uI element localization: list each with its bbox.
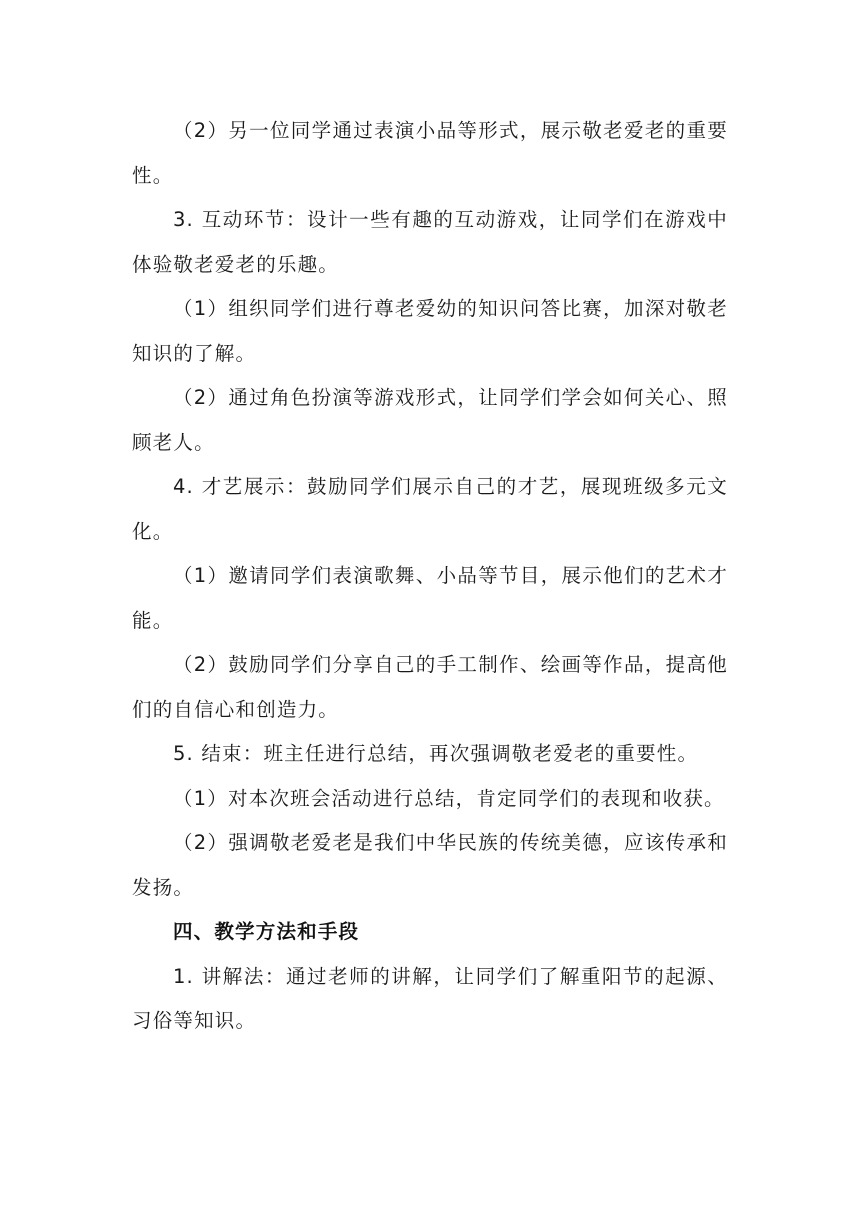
- paragraph-summary-item-1: （1）对本次班会活动进行总结，肯定同学们的表现和收获。: [172, 786, 725, 810]
- paragraph-quiz-item-1: （1）组织同学们进行尊老爱幼的知识问答比赛，加深对敬老知识的了解。: [132, 297, 728, 365]
- paragraph-ending-section: 5. 结束：班主任进行总结，再次强调敬老爱老的重要性。: [172, 742, 699, 765]
- paragraph-virtue-item-2: （2）强调敬老爱老是我们中华民族的传统美德，应该传承和发扬。: [132, 831, 728, 899]
- paragraph-handcraft-item-2: （2）鼓励同学们分享自己的手工制作、绘画等作品，提高他们的自信心和创造力。: [132, 653, 728, 721]
- section-heading-teaching-methods: 四、教学方法和手段: [172, 920, 360, 943]
- paragraph-interaction-section: 3. 互动环节：设计一些有趣的互动游戏，让同学们在游戏中体验敬老爱老的乐趣。: [132, 208, 728, 276]
- paragraph-lecture-method: 1. 讲解法：通过老师的讲解，让同学们了解重阳节的起源、习俗等知识。: [132, 964, 728, 1032]
- paragraph-roleplay-item-2: （2）通过角色扮演等游戏形式，让同学们学会如何关心、照顾老人。: [132, 386, 728, 454]
- paragraph-performance-item-1: （1）邀请同学们表演歌舞、小品等节目，展示他们的艺术才能。: [132, 564, 728, 632]
- paragraph-sketch-item-2: （2）另一位同学通过表演小品等形式，展示敬老爱老的重要性。: [132, 119, 728, 187]
- paragraph-talent-section: 4. 才艺展示：鼓励同学们展示自己的才艺，展现班级多元文化。: [132, 475, 728, 543]
- document-body: [132, 109, 728, 1044]
